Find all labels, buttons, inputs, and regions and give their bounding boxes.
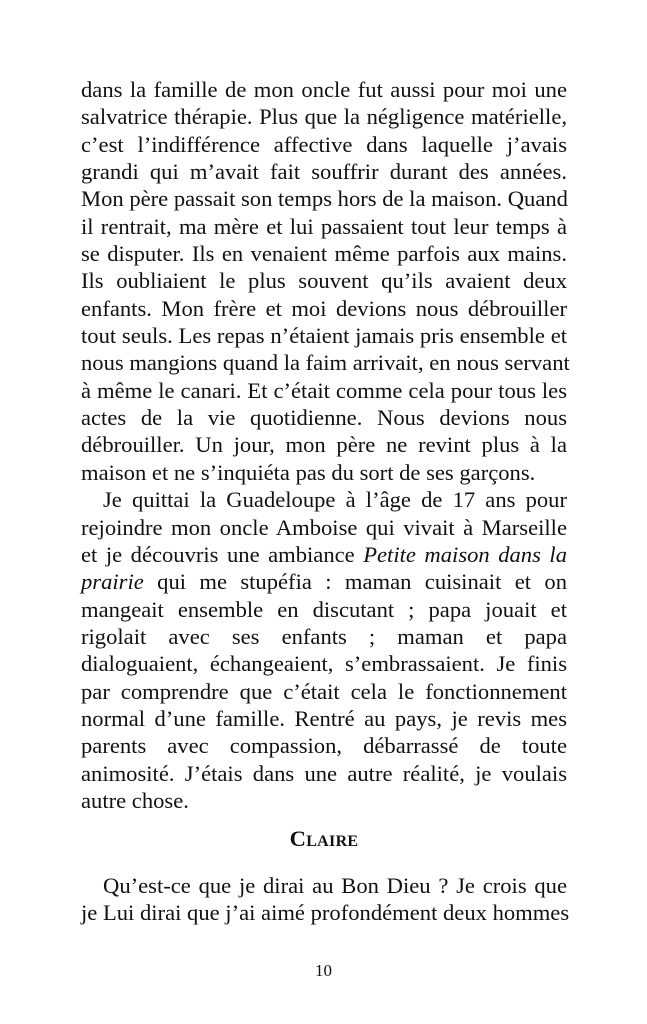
italic-title: prairie xyxy=(81,569,144,595)
page-number: 10 xyxy=(315,961,332,980)
text-line: parents avec compassion, débarrassé de toute xyxy=(81,733,567,759)
paragraph-2 xyxy=(81,486,567,814)
text-line: par comprendre que c’était cela le fonctionnement xyxy=(81,678,567,704)
text-line: débrouiller. Un jour, mon père ne revint plus à la xyxy=(81,432,567,458)
text-line: rejoindre mon oncle Amboise qui vivait à Marseille xyxy=(81,514,567,540)
book-page xyxy=(81,76,570,926)
text-line: Qu’est-ce que je dirai au Bon Dieu ? Je crois que xyxy=(103,873,567,898)
text-line: grandi qui m’avait fait souffrir durant des années. xyxy=(81,159,567,185)
text-line-with-italic xyxy=(81,568,567,595)
text-line: actes de la vie quotidienne. Nous devions nous xyxy=(81,405,567,431)
text-line: maison et ne s’inquiéta pas du sort de ses garçons. xyxy=(81,459,536,485)
text-line: salvatrice thérapie. Plus que la négligence matérielle, xyxy=(81,104,567,130)
italic-title: Petite maison dans la xyxy=(363,541,567,567)
text-line: il rentrait, ma mère et lui passaient tout leur temps à xyxy=(81,213,567,239)
paragraph-1 xyxy=(81,76,570,486)
text-line: dans la famille de mon oncle fut aussi pour moi une xyxy=(81,77,567,102)
text-line: mangeait ensemble en discutant ; papa jouait et xyxy=(81,596,567,622)
text-line: tout seuls. Les repas n’étaient jamais pris ensemble et xyxy=(81,323,567,349)
text-segment: et je découvris une ambiance xyxy=(81,541,355,567)
text-line: je Lui dirai que j’ai aimé profondément deux hommes xyxy=(81,900,570,926)
text-line: normal d’une famille. Rentré au pays, je revis mes xyxy=(81,705,567,731)
paragraph-3 xyxy=(81,872,570,927)
text-line: se disputer. Ils en venaient même parfois aux mains. xyxy=(81,241,567,267)
text-line: nous mangions quand la faim arrivait, en nous servant xyxy=(81,350,570,376)
text-line: rigolait avec ses enfants ; maman et papa xyxy=(81,623,567,649)
text-line: à même le canari. Et c’était comme cela pour tous les xyxy=(81,377,567,403)
text-line-with-italic xyxy=(81,541,567,568)
text-line: animosité. J’étais dans une autre réalité, je voulais xyxy=(81,760,567,786)
text-line: dialoguaient, échangeaient, s’embrassaient. Je finis xyxy=(81,651,567,677)
text-line: Ils oubliaient le plus souvent qu’ils avaient deux xyxy=(81,268,567,294)
text-line: autre chose. xyxy=(81,787,189,813)
text-line: c’est l’indifférence affective dans laquelle j’avais xyxy=(81,131,567,157)
text-line: enfants. Mon frère et moi devions nous débrouiller xyxy=(81,295,567,321)
text-line: Mon père passait son temps hors de la maison. Quand xyxy=(81,186,568,212)
section-heading: Claire xyxy=(289,826,359,851)
text-segment: qui me stupéfia : maman cuisinait et on xyxy=(157,569,567,595)
text-line: Je quittai la Guadeloupe à l’âge de 17 ans pour xyxy=(103,487,567,513)
